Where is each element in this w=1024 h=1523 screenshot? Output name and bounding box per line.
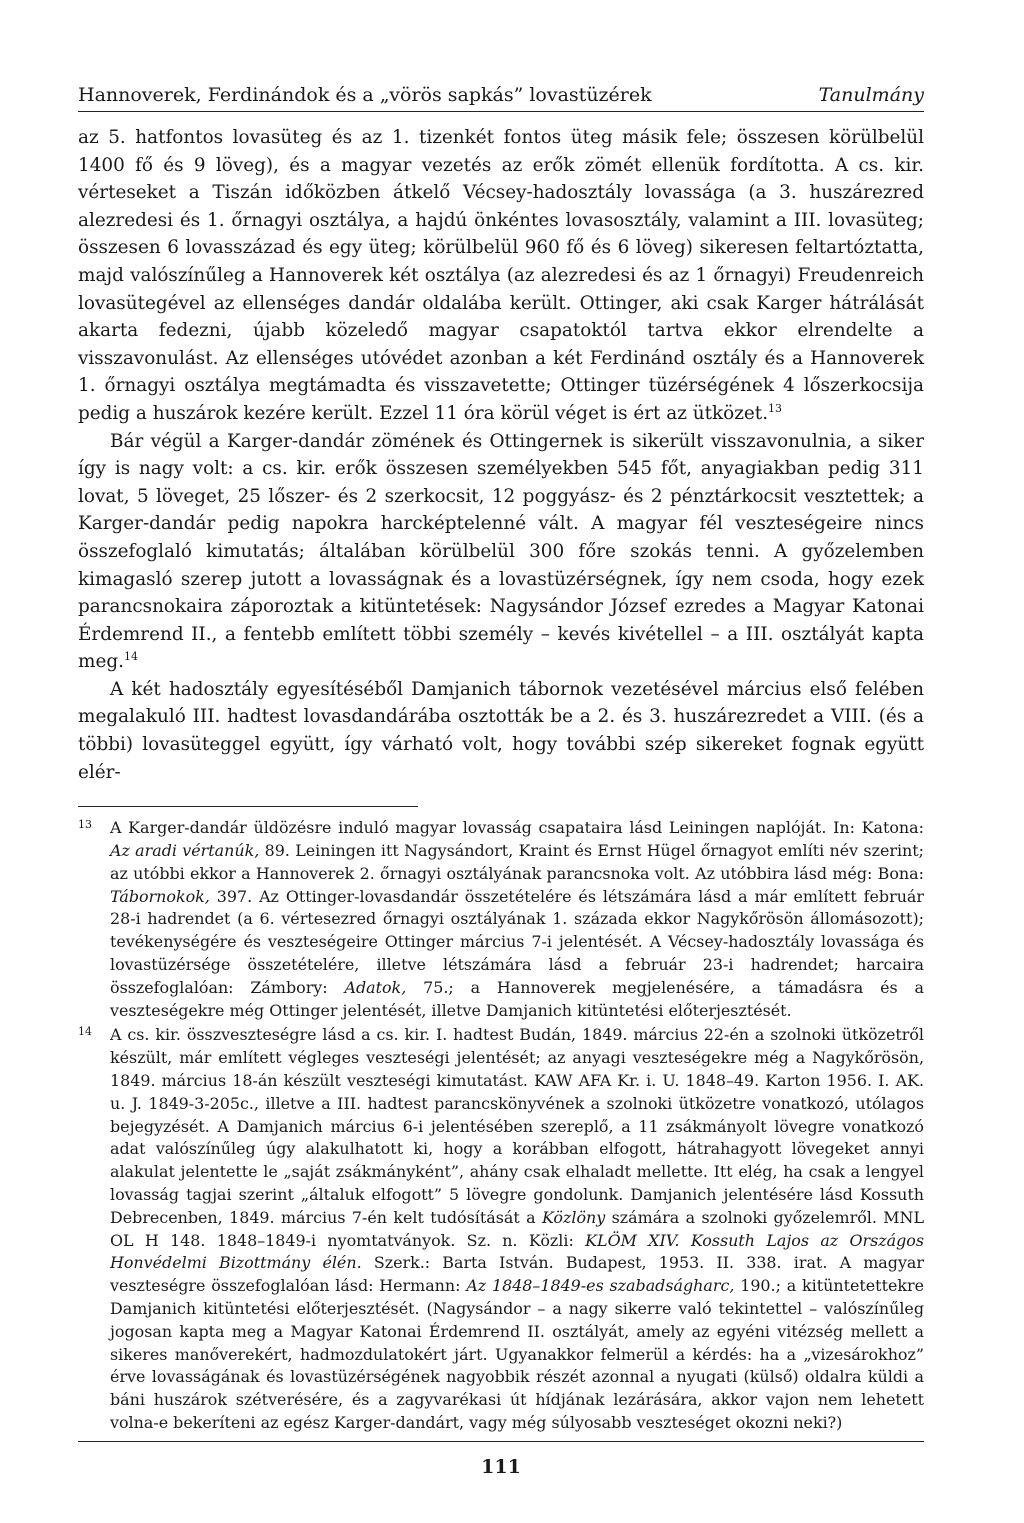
bottom-rule bbox=[78, 1441, 924, 1442]
footnote-text: 75.; a Hannoverek megjelenésére, a támadásra és a veszteségekre még Ottinger jelentését, illetve Damjanich kitüntetési előterjesztését. bbox=[110, 977, 924, 1020]
section-label: Tanulmány bbox=[818, 84, 924, 106]
article-title: Hannoverek, Ferdinándok és a „vörös sapkás” lovastüzérek bbox=[78, 84, 652, 106]
footnote-number: 14 bbox=[78, 1025, 92, 1039]
footnotes bbox=[78, 817, 924, 1435]
paragraph-1 bbox=[78, 124, 924, 428]
paragraph-2 bbox=[78, 428, 924, 676]
footnote-italic-title: Közlöny bbox=[541, 1207, 606, 1227]
footnote-italic-title: Tábornokok, bbox=[110, 886, 210, 906]
running-header bbox=[78, 84, 924, 112]
footnote-13 bbox=[78, 817, 924, 1022]
footnote-text: A Karger-dandár üldözésre induló magyar lovasság csapataira lásd Leiningen naplóját. In: Katona: bbox=[110, 818, 924, 838]
paragraph-3-text: A két hadosztály egyesítéséből Damjanich tábornok vezetésével március első felében megalakuló III. hadtest lovasdandárába osztották be a 2. és 3. huszárezredet a VIII. (és a többi) lovasüteggel együtt, így várható volt, hogy további szép sikereket fognak együtt elér- bbox=[78, 678, 924, 783]
footnote-italic-title: Adatok, bbox=[344, 977, 407, 997]
paragraph-1-text: az 5. hatfontos lovasüteg és az 1. tizenkét fontos üteg másik fele; összesen körülbelül 1400 fő és 9 löveg), és a magyar vezetés az erők zömét ellenük fordította. A cs. kir. vérteseket a Tiszán időközben átkelő Vécsey-hadosztály lovassága (a 3. huszárezred alezredesi és 1. őrnagyi osztálya, a hajdú önkéntes lovasosztály, valamint a III. lovasüteg; összesen 6 lovasszázad és egy üteg; körülbelül 960 fő és 6 löveg) sikeresen feltartóztatta, majd valószínűleg a Hannoverek két osztálya (az alezredesi és az 1 őrnagyi) Freudenreich lovasütegével az ellenséges dandár oldalába került. Ottinger, aki csak Karger hátrálását akarta fedezni, újabb közeledő magyar csapatoktól tartva ekkor elrendelte a visszavonulást. Az ellenséges utóvédet azonban a két Ferdinánd osztály és a Hannoverek 1. őrnagyi osztálya megtámadta és visszavetette; Ottinger tüzérségének 4 lőszerkocsija pedig a huszárok kezére került. Ezzel 11 óra körül véget is ért az ütközet. bbox=[78, 127, 924, 424]
footnote-text: Szerk.: Barta István. Budapest, 1953. II. 338. irat. A magyar veszteségre összefoglalóan lásd: Hermann: bbox=[110, 1253, 924, 1296]
footnote-text: 397. Az Ottinger-lovasdandár összetételére és létszámára lásd a már említett február 28-i hadrendet (a 6. vértesezred őrnagyi osztályának 1. százada ekkor Nagykőrösön állomásozott); tevékenységére és veszteségeire Ottinger március 7-i jelentését. A Vécsey-hadosztály lovassága és lovastüzérsége összetételére, illetve létszámára lásd a február 23-i hadrendet; harcaira összefoglalóan: Zámbory: bbox=[110, 886, 924, 997]
footnote-italic-title: Az aradi vértanúk, bbox=[110, 841, 260, 861]
footnote-italic-title: Az 1848–1849-es szabadságharc, bbox=[466, 1276, 735, 1296]
footnote-number: 13 bbox=[78, 818, 92, 832]
page-number: 111 bbox=[481, 1455, 521, 1478]
footnote-text: számára a szolnoki győzelemről. MNL OL H 148. 1848–1849-i nyomtatványok. Sz. n. Közli: bbox=[110, 1207, 925, 1250]
footnote-14 bbox=[78, 1024, 924, 1434]
paragraph-2-text: Bár végül a Karger-dandár zömének és Ottingernek is sikerült visszavonulnia, a siker így is nagy volt: a cs. kir. erők összesen személyekben 545 főt, anyagiakban pedig 311 lovat, 5 löveget, 25 lőszer- és 2 szerkocsit, 12 poggyász- és 2 pénztárkocsit vesztettek; a Karger-dandár pedig napokra harcképtelenné vált. A magyar fél veszteségeire nincs összefoglaló kimutatás; általában körülbelül 300 főre szokás tenni. A győzelemben kimagasló szerep jutott a lovasságnak és a lovastüzérségnek, így nem csoda, hogy ezek parancsnokaira záporoztak a kitüntetések: Nagysándor József ezredes a Magyar Katonai Érdemrend II., a fentebb említett többi személy – kevés kivétellel – a III. osztályát kapta meg. bbox=[78, 430, 924, 673]
footnote-text: 190.; a kitüntetettekre Damjanich kitüntetési előterjesztését. (Nagysándor – a nagy sikerre való tekintettel – valószínűleg jogosan kapta meg a Magyar Katonai Érdemrend II. osztályát, amely az egyéni vitézség mellett a sikeres manőverekért, hadmozdulatokért járt. Ugyanakkor felmerül a kérdés: ha a „vizesárokhoz” érve lovasságának és lovastüzérségének nagyobbik részét azonnal a nyugati (külső) oldalra küldi a báni huszárok szétverésére, és a zagyvarékasi út hídjának lezárására, akkor vajon nem lehetett volna-e bekeríteni az egész Karger-dandárt, vagy még súlyosabb veszteséget okozni neki?) bbox=[110, 1276, 924, 1432]
body-text bbox=[78, 124, 924, 786]
footnote-ref-14[interactable]: 14 bbox=[123, 650, 138, 664]
footnote-text: A cs. kir. összveszteségre lásd a cs. kir. I. hadtest Budán, 1849. március 22-én a szolnoki ütközetről készült, már említett végleges veszteségi jelentését; az anyagi veszteségekre még a Nagykőrösön, 1849. március 18-án készült veszteségi kimutatást. KAW AFA Kr. i. U. 1848–49. Karton 1956. I. AK. u. J. 1849-3-205c., illetve a III. hadtest parancskönyvének a szolnoki ütközetre vonatkozó, utólagos bejegyzését. A Damjanich március 6-i jelentésében szereplő, a 11 zsákmányolt lövegre vonatkozó adat valószínűleg úgy alakulhatott ki, hogy a korábban elfogott, hátrahagyott lövegeket annyi alakulat jelentette le „saját zsákmányként”, ahány csak elhaladt mellette. Itt elég, ha csak a lengyel lovasság tagjai szerint „általuk elfogott” 5 lövegre gondolunk. Damjanich jelentésére lásd Kossuth Debrecenben, 1849. március 7-én kelt tudósítását a bbox=[110, 1025, 924, 1227]
paragraph-3 bbox=[78, 676, 924, 786]
footnote-ref-13[interactable]: 13 bbox=[768, 401, 783, 415]
footnote-text: 89. Leiningen itt Nagysándort, Kraint és Ernst Hügel őrnagyot említi név szerint; az utóbbi ekkor a Hannoverek 2. őrnagyi osztályának parancsnoka volt. Az utóbbira lásd még: Bona: bbox=[110, 841, 924, 883]
footnote-separator bbox=[78, 806, 418, 807]
footnote-italic-title: KLÖM XIV. Kossuth Lajos az Országos Honvédelmi Bizottmány élén. bbox=[110, 1230, 924, 1273]
page bbox=[78, 84, 924, 1478]
